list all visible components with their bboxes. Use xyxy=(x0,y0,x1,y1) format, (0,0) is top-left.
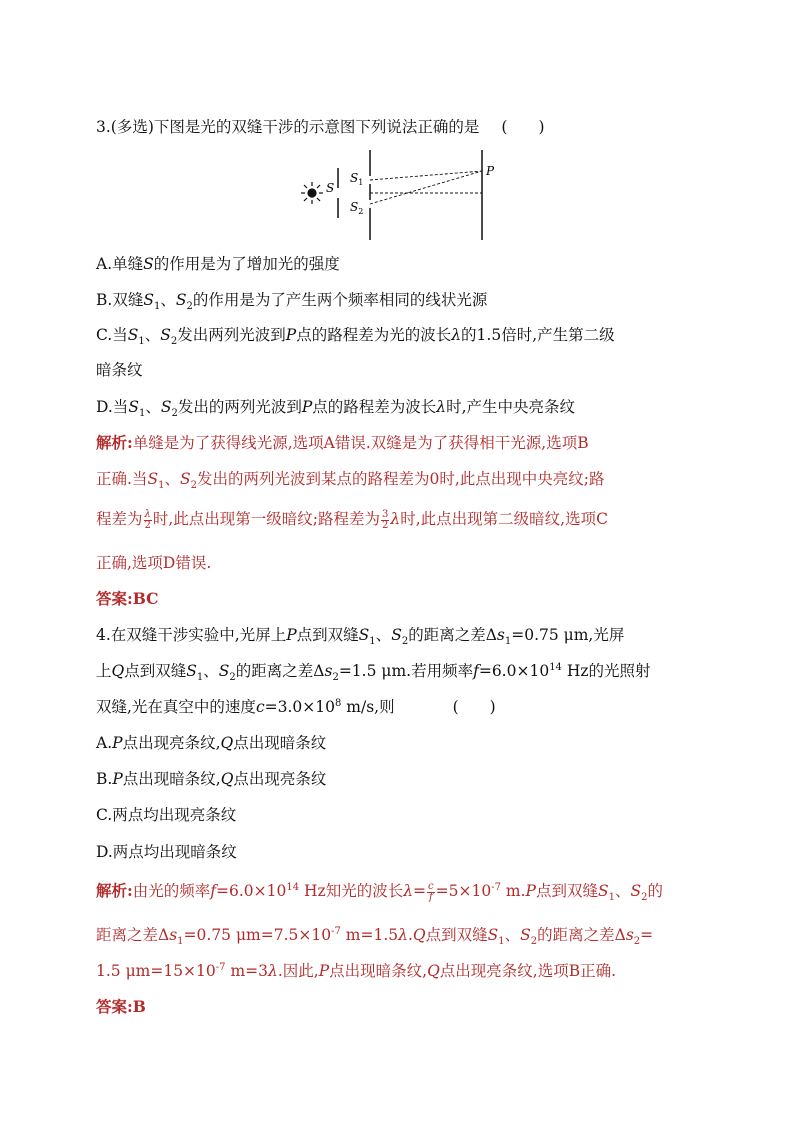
label-s1: $S_1$ xyxy=(350,171,364,187)
q3-option-a[interactable]: A.单缝S的作用是为了增加光的强度 xyxy=(96,255,340,273)
q3-option-c-cont: 暗条纹 xyxy=(96,361,143,379)
q3-stem: 3.(多选)下图是光的双缝干涉的示意图下列说法正确的是 ( ) xyxy=(96,118,545,136)
q4-stem-line3: 双缝,光在真空中的速度$c=3.0\times 10^8$ m/s,则 ( ) xyxy=(96,697,496,716)
q4-answer: 答案:B xyxy=(96,997,146,1016)
light-source-icon xyxy=(301,182,323,204)
q4-stem: 4.在双缝干涉实验中,光屏上P点到双缝$S_1$、$S_2$的距离之差$\Delta s_1=0.75$ μm,光屏 xyxy=(96,626,625,648)
q4-analysis-line3: 1.5 $\mu m=15\times 10^{-7}$ m=3λ.因此,P点出现暗条纹,Q点出现亮条纹,选项B正确. xyxy=(96,961,617,980)
q3-analysis-line3: 程差为 $\frac{\lambda}{2}$ 时,此点出现第一级暗纹;路程差为 $\frac{3}{2}$ λ时,此点出现第二级暗纹,选项C xyxy=(96,508,608,531)
fraction-lambda-over-2: $\frac{\lambda}{2}$ xyxy=(144,508,151,531)
q4-option-a[interactable]: A.P点出现亮条纹,Q点出现暗条纹 xyxy=(96,734,327,752)
path-s1-p xyxy=(370,171,482,180)
label-p: P xyxy=(486,164,495,178)
q3-analysis: 解析:单缝是为了获得线光源,选项A错误.双缝是为了获得相干光源,选项B xyxy=(96,433,589,452)
q4-stem-line2: 上Q点到双缝$S_1$、$S_2$的距离之差$\Delta s_2=1.5$ μm.若用频率$f=6.0\times 10^{14}$ Hz的光照射 xyxy=(96,661,651,684)
label-s: S xyxy=(326,181,335,195)
q3-answer: 答案:BC xyxy=(96,589,159,608)
q4-analysis-line2: 距离之差$\Delta s_1=0.75$ $\mu m=7.5\times 10^{-7}$ m=1.5λ.Q点到双缝$S_1$、$S_2$的距离之差$\Delta s_2=$ xyxy=(96,925,654,948)
q3-analysis-line2: 正确.当$S_1$、$S_2$发出的两列光波到某点的路程差为0时,此点出现中央亮纹;路 xyxy=(96,470,605,492)
q4-analysis: 解析:由光的频率$f=6.0\times 10^{14}$ Hz知光的波长λ= $\frac{c}{f}=5\times 10^{-7}$ m.P点到双缝$S_1$、$S_2$的 xyxy=(96,880,664,904)
q3-analysis-line4: 正确,选项D错误. xyxy=(96,554,212,572)
fraction-c-over-f: $\frac{c}{f}$ xyxy=(428,880,434,903)
double-slit-diagram xyxy=(290,148,500,243)
q3-option-d[interactable]: D.当$S_1$、$S_2$发出的两列光波到P点的路程差为波长λ时,产生中央亮条纹 xyxy=(96,398,576,420)
fraction-3-over-2: $\frac{3}{2}$ xyxy=(382,508,389,531)
q4-option-d[interactable]: D.两点均出现暗条纹 xyxy=(96,843,237,861)
q3-option-c[interactable]: C.当$S_1$、$S_2$发出两列光波到P点的路程差为光的波长λ的1.5倍时,产生第二级 xyxy=(96,326,615,348)
q4-option-b[interactable]: B.P点出现暗条纹,Q点出现亮条纹 xyxy=(96,770,327,788)
q3-option-b[interactable]: B.双缝$S_1$、$S_2$的作用是为了产生两个频率相同的线状光源 xyxy=(96,291,488,313)
label-s2: $S_2$ xyxy=(350,200,364,216)
q4-option-c[interactable]: C.两点均出现亮条纹 xyxy=(96,806,237,824)
